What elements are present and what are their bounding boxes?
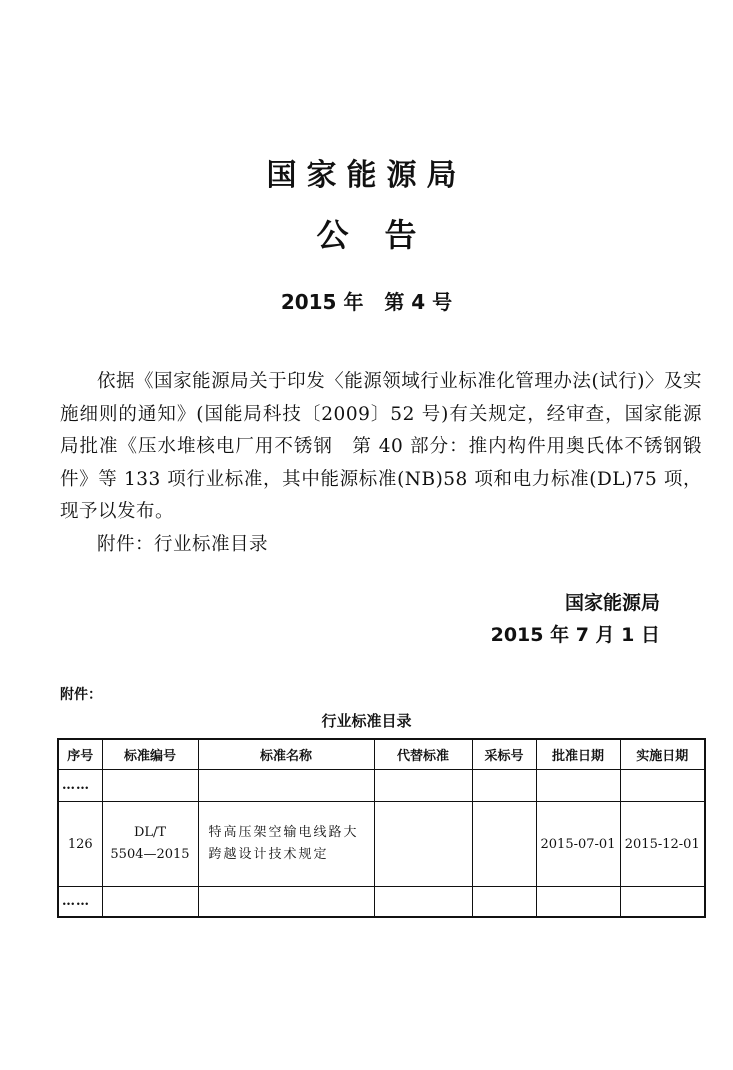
cell-code [102, 887, 198, 918]
col-header-approved: 批准日期 [536, 739, 620, 770]
table-title: 行业标准目录 [321, 712, 412, 730]
attachment-reference: 附件：行业标准目录 [97, 533, 269, 555]
table-row [58, 802, 705, 887]
cell-effective [620, 887, 705, 918]
cell-adopted [472, 802, 536, 887]
col-header-replaces: 代替标准 [374, 739, 472, 770]
table-row [58, 887, 705, 918]
issue-number: 2015 年 第 4 号 [280, 290, 453, 314]
table-header-row [58, 739, 705, 770]
cell-name [198, 887, 374, 918]
col-header-effective: 实施日期 [620, 739, 705, 770]
table-row [58, 770, 705, 802]
announcement-title: 公告 [316, 216, 453, 254]
cell-effective: 2015-12-01 [620, 802, 705, 887]
cell-replaces [374, 802, 472, 887]
cell-seq: …… [58, 887, 102, 918]
cell-approved [536, 887, 620, 918]
body-paragraph: 依据《国家能源局关于印发〈能源领域行业标准化管理办法(试行)〉及实施细则的通知》(国能局科技〔2009〕52 号)有关规定，经审查，国家能源局批准《压水堆核电厂用不锈钢 第 40 部分：推内构件用奥氏体不锈钢锻件》等 133 项行业标准，其中能源标准(NB)58 项和电力标准(DL)75 项，现予以发布。 [60, 371, 702, 522]
cell-name: 特高压架空输电线路大跨越设计技术规定 [198, 802, 374, 887]
cell-code [102, 770, 198, 802]
cell-approved: 2015-07-01 [536, 802, 620, 887]
standards-table [57, 738, 706, 918]
announcement-body [60, 366, 702, 561]
code-line-2: 5504—2015 [110, 847, 190, 862]
code-line-1: DL/T [133, 825, 167, 840]
cell-adopted [472, 887, 536, 918]
cell-replaces [374, 887, 472, 918]
col-header-code: 标准编号 [102, 739, 198, 770]
cell-seq: …… [58, 770, 102, 802]
cell-replaces [374, 770, 472, 802]
cell-name [198, 770, 374, 802]
agency-title: 国家能源局 [266, 158, 467, 193]
col-header-seq: 序号 [58, 739, 102, 770]
signature-date: 2015 年 7 月 1 日 [490, 624, 660, 646]
cell-approved [536, 770, 620, 802]
cell-effective [620, 770, 705, 802]
cell-adopted [472, 770, 536, 802]
signature-org: 国家能源局 [564, 592, 660, 614]
cell-seq: 126 [58, 802, 102, 887]
col-header-name: 标准名称 [198, 739, 374, 770]
col-header-adopted: 采标号 [472, 739, 536, 770]
cell-code [102, 802, 198, 887]
attachment-label: 附件： [60, 687, 102, 703]
